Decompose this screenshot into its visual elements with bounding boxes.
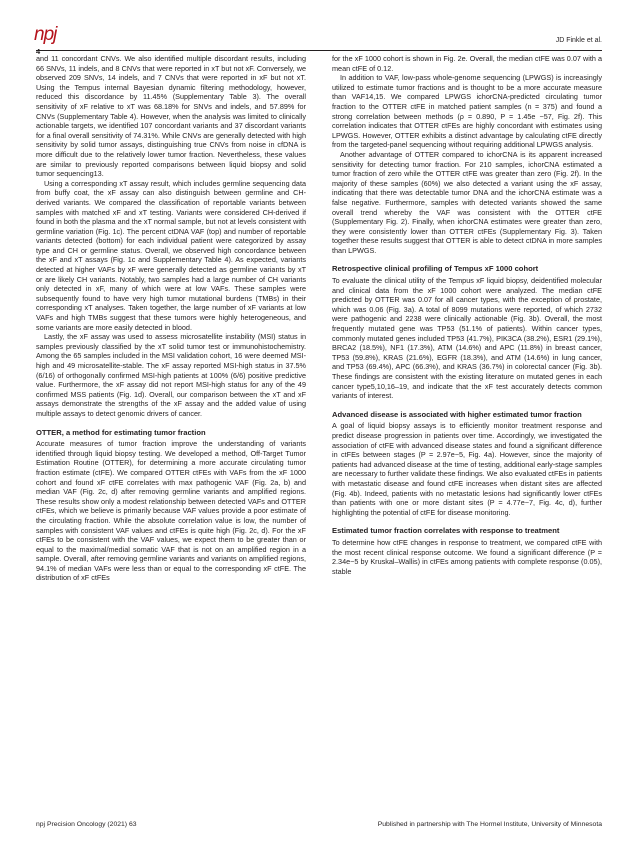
paragraph: Using a corresponding xT assay result, which includes germline sequencing data from buffy coat, the xF assay can also distinguish between germline and CH-derived variants. We compared the classification of reportable variants between samples with matched xF and xT testing. Variants were considered CH-derived if found in both the plasma and the xT normal sample, but not at levels consistent with germline variation (Fig. 1c). The percent ctDNA VAF (top) and number of reportable variants detected (bottom) for each individual patient were categorized by assay type and CH or germline status. Overall, we observed high concordance between the xF and xT assays (Fig. 1c and Supplementary Table 4). As expected, variants detected at higher VAFs by xF were generally detected as germline variants by xT or are likely CH variants. Notably, two samples had a large number of CH variants only detected in xF, many of which were at low VAFs. These samples were subsequently found to have very high tumor mutational burdens (TMBs) in their corresponding xT analyses. Taken together, the large number of xF variants at low VAFs and high TMBs suggest that these tumors were highly heterogeneous, and some variants are more easily detected in blood. bbox=[36, 178, 306, 332]
paragraph: and 11 concordant CNVs. We also identified multiple discordant results, including 66 SNVs, 11 indels, and 8 CNVs that were reported in xT but not xF. Conversely, we observed 209 SNVs, 14 indels, and 7 CNVs that were reported in xF but not xT. Using the Tempus internal Bayesian dynamic filtering methodology, however, reduced this discordance by 11.45% (Supplementary Table 3). The overall sensitivity of xF relative to xT was 68.18% for SNVs and indels, and 57.89% for CNVs (Supplementary Table 4). However, when the analysis was limited to clinically actionable targets, we identified 107 concordant variants and 37 discordant variants for a final overall sensitivity of 74.31%. While CNVs are generally detected with high sensitivity by solid tumor assays, distinguishing true CNVs from noise in cfDNA is more difficult due to the relatively lower tumor fraction. Nevertheless, these values are similar to previously reported comparisons between liquid biopsy and solid tumor sequencing13. bbox=[36, 54, 306, 179]
left-column bbox=[36, 54, 306, 583]
section-heading: OTTER, a method for estimating tumor fraction bbox=[36, 427, 206, 437]
journal-logo: npj bbox=[34, 24, 57, 45]
footer-citation: npj Precision Oncology (2021) 63 bbox=[36, 821, 137, 828]
paragraph: To evaluate the clinical utility of the Tempus xF liquid biopsy, deidentified molecular and clinical data from the xF 1000 cohort were analyzed. The median ctFE predicted by OTTER was 0.07 for all cancer types, with the exception of prostate, which was 0.06 (Fig. 3a). A total of 8099 mutations were reported, of which 2732 were pathogenic and 2238 were clinically actionable (Fig. 3b). Overall, the most frequently mutated gene was TP53 (51.1% of patients). Within cancer types, commonly mutated genes included TP53 (41.7%), PIK3CA (38.2%), ESR1 (29.1%), BRCA2 (18.5%), NF1 (17.3%), ATM (14.6%) and APC (11.8%) in breast cancer, TP53 (59.8%), KRAS (21.6%), EGFR (18.3%), and ATM (14.6%) in lung cancer, and TP53 (69.4%), APC (66.3%), and KRAS (36.7%) in colorectal cancer (Fig. 3b). These findings are consistent with the existing literature on mutated genes in each cancer type5,10,16–19, and indicate that the xF test accurately detects common variants of interest. bbox=[332, 276, 602, 401]
paragraph: Another advantage of OTTER compared to ichorCNA is its apparent increased sensitivity for detecting tumor fraction. For 210 samples, ichorCNA estimated a tumor fraction of zero while the OTTER ctFE was greater than zero (Fig. 2f). In the majority of these samples (60%) we also detected a variant using the xF assay, indicating that there was detectable tumor DNA and the ichorCNA estimate was a false negative. Furthermore, samples with detected variants showed the same overall trend whereby the VAF was consistent with the OTTER ctFE (Supplementary Fig. 2). Finally, when ichorCNA estimates were greater than zero, they were consistently lower than OTTER ctFEs (Supplementary Fig. 3). Taken together these results suggest that OTTER is able to detect ctDNA in more samples than LPWGS. bbox=[332, 149, 602, 255]
footer-publisher: Published in partnership with The Hormel Institute, University of Minnesota bbox=[377, 821, 602, 828]
paragraph: A goal of liquid biopsy assays is to efficiently monitor treatment response and predict disease progression in patients over time. Accordingly, we investigated the association of ctFE with advanced disease states and found a significant difference in ctFEs between stages (P = 2.97e−5, Fig. 4a). However, since the majority of patients had advanced disease at the time of testing, additional early-stage samples are necessary to further validate these findings. We also evaluated ctFEs in patients with metastatic disease and found ctFE increases when distant sites are affected (Fig. 4b). Indeed, patients with no metastatic lesions had significantly lower ctFEs than patients with one or more distant sites (P = 4.77e−7, Fig. 4c, d), further highlighting the potential of ctFE for disease monitoring. bbox=[332, 421, 602, 517]
section-heading: Retrospective clinical profiling of Tempus xF 1000 cohort bbox=[332, 264, 539, 274]
page-number: 4 bbox=[36, 47, 41, 56]
paragraph: To determine how ctFE changes in response to treatment, we compared ctFE with the most recent clinical response outcome. We found a significant difference (P = 2.34e−5 by Kruskal–Wallis) in ctFEs among patients with complete response (0.05), stable bbox=[332, 537, 602, 576]
paragraph: Lastly, the xF assay was used to assess microsatellite instability (MSI) status in samples previously classified by the xT solid tumor test or immunohistochemistry. Among the 65 samples included in the MSI validation cohort, 16 were deemed MSI-high and 49 microsatellite-stable. The xF assay reported MSI-high status in 37.5% (6/16) of orthogonally confirmed MSI-high patients at 100% (6/6) positive predictive value. Furthermore, the xF assay did not report MSI-high status for any of the 49 confirmed MSS patients (Fig. 1d). Overall, our comparison between the xT and xF assays demonstrate the strengths of the xF assay and the added value of using multiple assays to detect genomic drivers of cancer. bbox=[36, 332, 306, 418]
right-column bbox=[332, 54, 602, 576]
running-head: JD Finkle et al. bbox=[555, 37, 602, 44]
header-rule bbox=[36, 50, 602, 51]
paragraph: for the xF 1000 cohort is shown in Fig. 2e. Overall, the median ctFE was 0.07 with a mean ctFE of 0.12. bbox=[332, 54, 602, 73]
section-heading: Estimated tumor fraction correlates with response to treatment bbox=[332, 526, 560, 536]
section-heading: Advanced disease is associated with higher estimated tumor fraction bbox=[332, 409, 582, 419]
paragraph: In addition to VAF, low-pass whole-genome sequencing (LPWGS) is increasingly utilized to estimate tumor fractions and is thought to be a more accurate measure than VAF14,15. We compared LPWGS ichorCNA-predicted circulating tumor fraction to the OTTER ctFE in matched patient samples (n = 375) and found a strong correlation between methods (ρ = 0.890, P = 1.45e −57, Fig. 2f). This correlation indicates that OTTER ctFEs are highly concordant with estimates using LPWGS. However, OTTER exhibits a distinct advantage by calculating ctFE directly from the targeted-panel sequencing without requiring additional LPWGS analysis. bbox=[332, 73, 602, 150]
paragraph: Accurate measures of tumor fraction improve the understanding of variants identified through liquid biopsy testing. We developed a method, Off-Target Tumor Estimation Routine (OTTER), for determining a more accurate circulating tumor fraction estimate (ctFE). We compared OTTER ctFEs with VAFs from the xF 1000 cohort and found xF ctFE correlates with max pathogenic VAF (Fig. 2a, b) and median VAF (Fig. 2c, d) after removing germline variants and amplified regions. These results show only a modest relationship between detected VAFs and OTTER ctFEs, which we believe is primarily because VAF values provide a poor estimate of the circulating fraction. While the absolute correlation value is low, the number of samples with consistent VAF values and ctFEs is quite high (Fig. 2c, d). For the xF ctFEs to be consistent with the VAF values, we expect them to be greater than or equal to the maximal/medial somatic VAF that is not on an amplified region in a sample. Overall, after removing germline variants and variants on amplified regions, 94.1% of median VAFs were less than or equal to the corresponding xF ctFE. The distribution of xF ctFEs bbox=[36, 439, 306, 583]
